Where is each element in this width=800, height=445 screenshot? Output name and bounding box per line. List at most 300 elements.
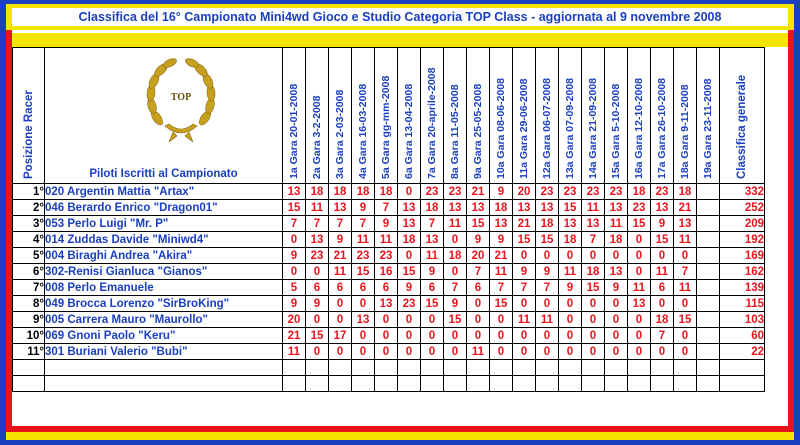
points-cell: 7: [421, 216, 444, 232]
points-cell: 13: [444, 200, 467, 216]
points-cell: 9: [559, 280, 582, 296]
points-cell: 0: [582, 296, 605, 312]
points-cell: 13: [536, 200, 559, 216]
header-race-11: [513, 48, 536, 184]
header-race-16: [628, 48, 651, 184]
header-race-label: 2a Gara 3-2-2008: [311, 95, 323, 179]
points-cell: 7: [490, 280, 513, 296]
points-cell: 13: [651, 200, 674, 216]
points-cell: 9: [375, 216, 398, 232]
table-row: [13, 344, 765, 360]
position-cell: 1°: [13, 184, 45, 200]
points-cell: 0: [467, 328, 490, 344]
empty-cell: [697, 360, 720, 376]
points-cell: 9: [444, 296, 467, 312]
points-cell: 13: [329, 200, 352, 216]
points-cell: 0: [467, 296, 490, 312]
points-cell: 15: [421, 296, 444, 312]
points-cell: 23: [559, 184, 582, 200]
points-cell: 18: [444, 248, 467, 264]
points-cell: 0: [605, 248, 628, 264]
points-cell: 13: [467, 200, 490, 216]
empty-cell: [651, 376, 674, 392]
points-cell: 0: [490, 312, 513, 328]
header-race-17: [651, 48, 674, 184]
empty-cell: [444, 360, 467, 376]
points-cell: 0: [628, 264, 651, 280]
points-cell: 18: [605, 232, 628, 248]
empty-cell: [674, 376, 697, 392]
points-cell: 15: [536, 232, 559, 248]
points-cell: 9: [605, 280, 628, 296]
position-cell: 5°: [13, 248, 45, 264]
pilot-name-cell: 020 Argentin Mattia "Artax": [45, 184, 283, 200]
points-cell: 0: [398, 312, 421, 328]
header-race-label: 16a Gara 12-10-2008: [633, 78, 645, 179]
pilot-name-cell: 004 Biraghi Andrea "Akira": [45, 248, 283, 264]
points-cell: 18: [490, 200, 513, 216]
points-cell: 15: [467, 216, 490, 232]
header-position: [13, 48, 45, 184]
header-race-label: 18a Gara 9-11-2008: [679, 84, 691, 179]
points-cell: 9: [651, 216, 674, 232]
points-cell: 0: [605, 344, 628, 360]
points-cell: 13: [605, 264, 628, 280]
points-cell: 0: [628, 344, 651, 360]
points-cell: 0: [651, 344, 674, 360]
points-cell: 11: [329, 264, 352, 280]
header-race-label: 12a Gara 06-07-2008: [541, 78, 553, 179]
header-race-12: [536, 48, 559, 184]
empty-cell: [628, 360, 651, 376]
table-row: [13, 280, 765, 296]
points-cell: 0: [628, 328, 651, 344]
pilot-name-cell: 302-Renisi Gianluca "Gianos": [45, 264, 283, 280]
empty-cell: [536, 360, 559, 376]
empty-cell: [13, 376, 45, 392]
points-cell: 7: [674, 264, 697, 280]
empty-cell: [536, 376, 559, 392]
header-race-label: 4a Gara 16-03-2008: [357, 83, 369, 179]
points-cell: 18: [398, 232, 421, 248]
total-cell: 60: [720, 328, 765, 344]
header-race-label: 14a Gara 21-09-2008: [587, 78, 599, 179]
points-cell: 0: [559, 248, 582, 264]
page-title: Classifica del 16° Campionato Mini4wd Gioco e Studio Categoria TOP Class - aggiornata al 9 novembre 2008: [78, 10, 722, 24]
points-cell: 9: [513, 264, 536, 280]
empty-cell: [582, 360, 605, 376]
empty-cell: [398, 376, 421, 392]
points-cell: 7: [582, 232, 605, 248]
points-cell: 15: [513, 232, 536, 248]
points-cell: 21: [490, 248, 513, 264]
points-cell: 18: [329, 184, 352, 200]
points-cell: 21: [674, 200, 697, 216]
position-cell: 11°: [13, 344, 45, 360]
header-race-6: [398, 48, 421, 184]
table-row: [13, 216, 765, 232]
pilot-name-cell: 053 Perlo Luigi "Mr. P": [45, 216, 283, 232]
empty-cell: [628, 376, 651, 392]
header-race-label: 13a Gara 07-09-2008: [564, 78, 576, 179]
header-race-8: [444, 48, 467, 184]
empty-cell: [674, 360, 697, 376]
points-cell: 0: [352, 328, 375, 344]
points-cell: 6: [329, 280, 352, 296]
laurel-wreath-icon: [143, 56, 219, 142]
points-cell: 13: [605, 200, 628, 216]
points-cell: 0: [628, 312, 651, 328]
points-cell: 23: [651, 184, 674, 200]
points-cell: 23: [444, 184, 467, 200]
empty-cell: [421, 360, 444, 376]
points-cell: 15: [559, 200, 582, 216]
empty-cell: [45, 360, 283, 376]
points-cell: 0: [628, 248, 651, 264]
points-cell: 0: [444, 344, 467, 360]
empty-cell: [352, 360, 375, 376]
points-cell: 23: [582, 184, 605, 200]
points-cell: 0: [329, 344, 352, 360]
points-cell: 9: [329, 232, 352, 248]
points-cell: 0: [513, 248, 536, 264]
points-cell: 9: [536, 264, 559, 280]
points-cell: 9: [490, 184, 513, 200]
pilot-name-cell: 049 Brocca Lorenzo "SirBroKing": [45, 296, 283, 312]
points-cell: 0: [559, 344, 582, 360]
table-row: [13, 296, 765, 312]
header-race-label: 3a Gara 2-03-2008: [334, 89, 346, 179]
points-cell: 11: [536, 312, 559, 328]
points-cell: 23: [352, 248, 375, 264]
points-cell: 0: [283, 232, 306, 248]
points-cell: 0: [559, 312, 582, 328]
points-cell: 7: [513, 280, 536, 296]
header-race-label: 5a Gara gg-mm-2008: [380, 75, 392, 179]
points-cell: 7: [283, 216, 306, 232]
empty-cell: [45, 376, 283, 392]
points-cell: 0: [329, 312, 352, 328]
points-cell: 0: [582, 344, 605, 360]
points-cell: 23: [306, 248, 329, 264]
position-cell: 9°: [13, 312, 45, 328]
empty-cell: [444, 376, 467, 392]
points-cell: 13: [674, 216, 697, 232]
points-cell: 18: [582, 264, 605, 280]
points-cell: 0: [628, 232, 651, 248]
header-race-label: 10a Gara 08-06-2008: [495, 78, 507, 179]
points-cell: 0: [444, 328, 467, 344]
empty-cell: [467, 360, 490, 376]
empty-cell: [582, 376, 605, 392]
total-cell: 209: [720, 216, 765, 232]
header-race-18: [674, 48, 697, 184]
points-cell: 0: [674, 344, 697, 360]
points-cell: [697, 344, 720, 360]
points-cell: 11: [605, 216, 628, 232]
pilot-name-cell: 046 Berardo Enrico "Dragon01": [45, 200, 283, 216]
points-cell: 13: [628, 296, 651, 312]
points-cell: 11: [421, 248, 444, 264]
empty-cell: [720, 376, 765, 392]
header-race-label: 15a Gara 5-10-2008: [610, 83, 622, 179]
header-race-19: [697, 48, 720, 184]
points-cell: 0: [536, 296, 559, 312]
points-cell: 18: [674, 184, 697, 200]
points-cell: 0: [582, 328, 605, 344]
points-cell: 16: [375, 264, 398, 280]
empty-row: [13, 376, 765, 392]
points-cell: 7: [329, 216, 352, 232]
table-row: [13, 248, 765, 264]
total-cell: 332: [720, 184, 765, 200]
points-cell: 0: [421, 312, 444, 328]
points-cell: 15: [444, 312, 467, 328]
points-cell: 0: [329, 296, 352, 312]
points-cell: 0: [605, 312, 628, 328]
points-cell: 13: [398, 200, 421, 216]
header-race-label: 11a Gara 29-06-2008: [518, 78, 530, 179]
points-cell: 9: [421, 264, 444, 280]
empty-cell: [375, 376, 398, 392]
points-cell: 21: [513, 216, 536, 232]
points-cell: 13: [352, 312, 375, 328]
total-cell: 169: [720, 248, 765, 264]
points-cell: 0: [283, 264, 306, 280]
empty-cell: [559, 360, 582, 376]
points-cell: 6: [467, 280, 490, 296]
points-cell: 15: [306, 328, 329, 344]
points-cell: 18: [421, 200, 444, 216]
empty-cell: [283, 376, 306, 392]
total-cell: 162: [720, 264, 765, 280]
header-position-label: Posizione Racer: [22, 90, 35, 179]
header-race-7: [421, 48, 444, 184]
total-cell: 192: [720, 232, 765, 248]
points-cell: 11: [559, 264, 582, 280]
points-cell: 13: [513, 200, 536, 216]
empty-cell: [651, 360, 674, 376]
points-cell: 9: [490, 232, 513, 248]
points-cell: [697, 248, 720, 264]
empty-cell: [329, 360, 352, 376]
title-box: [12, 8, 788, 26]
points-cell: 18: [306, 184, 329, 200]
table-body: [13, 184, 765, 392]
header-race-2: [306, 48, 329, 184]
empty-cell: [605, 376, 628, 392]
header-race-label: 7a Gara 20-aprile-2008: [426, 67, 438, 179]
points-cell: 20: [513, 184, 536, 200]
pilot-name-cell: 014 Zuddas Davide "Miniwd4": [45, 232, 283, 248]
yellow-border-bottom: [6, 432, 794, 440]
points-cell: 0: [444, 232, 467, 248]
total-cell: 115: [720, 296, 765, 312]
points-cell: 18: [375, 184, 398, 200]
table-row: [13, 328, 765, 344]
points-cell: 0: [513, 344, 536, 360]
points-cell: 7: [536, 280, 559, 296]
points-cell: 18: [536, 216, 559, 232]
points-cell: 0: [375, 328, 398, 344]
points-cell: 9: [283, 248, 306, 264]
points-cell: 11: [674, 232, 697, 248]
empty-cell: [490, 376, 513, 392]
empty-row: [13, 360, 765, 376]
points-cell: 0: [375, 344, 398, 360]
position-cell: 3°: [13, 216, 45, 232]
points-cell: 0: [536, 248, 559, 264]
header-race-4: [352, 48, 375, 184]
points-cell: 6: [421, 280, 444, 296]
total-cell: 103: [720, 312, 765, 328]
points-cell: 0: [582, 312, 605, 328]
empty-cell: [13, 360, 45, 376]
header-race-14: [582, 48, 605, 184]
points-cell: 11: [674, 280, 697, 296]
points-cell: [697, 312, 720, 328]
points-cell: 13: [398, 216, 421, 232]
header-race-1: [283, 48, 306, 184]
points-cell: 9: [306, 296, 329, 312]
points-cell: 0: [605, 296, 628, 312]
points-cell: 0: [444, 264, 467, 280]
points-cell: 11: [628, 280, 651, 296]
position-cell: 4°: [13, 232, 45, 248]
points-cell: 17: [329, 328, 352, 344]
points-cell: 6: [375, 280, 398, 296]
points-cell: 13: [421, 232, 444, 248]
points-cell: 0: [559, 328, 582, 344]
points-cell: 9: [398, 280, 421, 296]
total-cell: 22: [720, 344, 765, 360]
position-cell: 6°: [13, 264, 45, 280]
points-cell: 0: [582, 248, 605, 264]
header-race-5: [375, 48, 398, 184]
points-cell: 11: [582, 200, 605, 216]
points-cell: 15: [398, 264, 421, 280]
points-cell: 21: [283, 328, 306, 344]
position-cell: 8°: [13, 296, 45, 312]
points-cell: 15: [628, 216, 651, 232]
empty-cell: [398, 360, 421, 376]
points-cell: 0: [490, 344, 513, 360]
points-cell: [697, 264, 720, 280]
standings-table: [12, 47, 765, 392]
points-cell: 0: [605, 328, 628, 344]
header-race-label: 8a Gara 11-05-2008: [449, 84, 461, 179]
points-cell: 13: [283, 184, 306, 200]
empty-cell: [306, 376, 329, 392]
header-race-label: 1a Gara 20-01-2008: [288, 83, 300, 179]
pilot-name-cell: 069 Gnoni Paolo "Keru": [45, 328, 283, 344]
pilot-name-cell: 008 Perlo Emanuele: [45, 280, 283, 296]
points-cell: [697, 296, 720, 312]
points-cell: 0: [398, 344, 421, 360]
points-cell: 0: [490, 328, 513, 344]
points-cell: [697, 200, 720, 216]
header-total-label: Classifica generale: [736, 74, 748, 179]
empty-cell: [352, 376, 375, 392]
points-cell: 0: [513, 328, 536, 344]
points-cell: 6: [651, 280, 674, 296]
header-race-label: 19a Gara 23-11-2008: [702, 78, 714, 179]
points-cell: 0: [352, 296, 375, 312]
total-cell: 252: [720, 200, 765, 216]
points-cell: 23: [398, 296, 421, 312]
points-cell: 0: [421, 344, 444, 360]
points-cell: 15: [352, 264, 375, 280]
points-cell: 23: [605, 184, 628, 200]
points-cell: 15: [490, 296, 513, 312]
points-cell: [697, 232, 720, 248]
empty-cell: [513, 376, 536, 392]
empty-cell: [490, 360, 513, 376]
points-cell: 23: [375, 248, 398, 264]
points-cell: 7: [352, 216, 375, 232]
pilot-name-cell: 005 Carrera Mauro "Maurollo": [45, 312, 283, 328]
empty-cell: [375, 360, 398, 376]
points-cell: 0: [674, 328, 697, 344]
points-cell: 0: [306, 312, 329, 328]
points-cell: 11: [467, 344, 490, 360]
empty-cell: [720, 360, 765, 376]
points-cell: 15: [651, 232, 674, 248]
empty-cell: [467, 376, 490, 392]
points-cell: 23: [421, 184, 444, 200]
points-cell: 7: [375, 200, 398, 216]
points-cell: 11: [651, 264, 674, 280]
points-cell: 7: [651, 328, 674, 344]
empty-cell: [421, 376, 444, 392]
empty-cell: [513, 360, 536, 376]
points-cell: 18: [651, 312, 674, 328]
points-cell: 7: [467, 264, 490, 280]
header-race-label: 9a Gara 25-05-2008: [472, 83, 484, 179]
red-border-right: [788, 30, 794, 430]
empty-cell: [697, 376, 720, 392]
points-cell: 0: [674, 248, 697, 264]
points-cell: 6: [352, 280, 375, 296]
header-row: [13, 48, 765, 184]
points-cell: 0: [306, 344, 329, 360]
empty-cell: [329, 376, 352, 392]
header-race-9: [467, 48, 490, 184]
points-cell: 7: [444, 280, 467, 296]
points-cell: 0: [421, 328, 444, 344]
points-cell: [697, 328, 720, 344]
header-pilots: [45, 48, 283, 184]
points-cell: 15: [582, 280, 605, 296]
points-cell: 7: [306, 216, 329, 232]
points-cell: 0: [398, 328, 421, 344]
points-cell: 21: [329, 248, 352, 264]
points-cell: 0: [651, 296, 674, 312]
points-cell: 13: [375, 296, 398, 312]
points-cell: [697, 280, 720, 296]
header-race-15: [605, 48, 628, 184]
points-cell: 13: [582, 216, 605, 232]
points-cell: 0: [536, 328, 559, 344]
table-row: [13, 232, 765, 248]
points-cell: 15: [283, 200, 306, 216]
points-cell: 5: [283, 280, 306, 296]
points-cell: 0: [651, 248, 674, 264]
position-cell: 2°: [13, 200, 45, 216]
points-cell: 13: [306, 232, 329, 248]
points-cell: 23: [628, 200, 651, 216]
empty-cell: [283, 360, 306, 376]
